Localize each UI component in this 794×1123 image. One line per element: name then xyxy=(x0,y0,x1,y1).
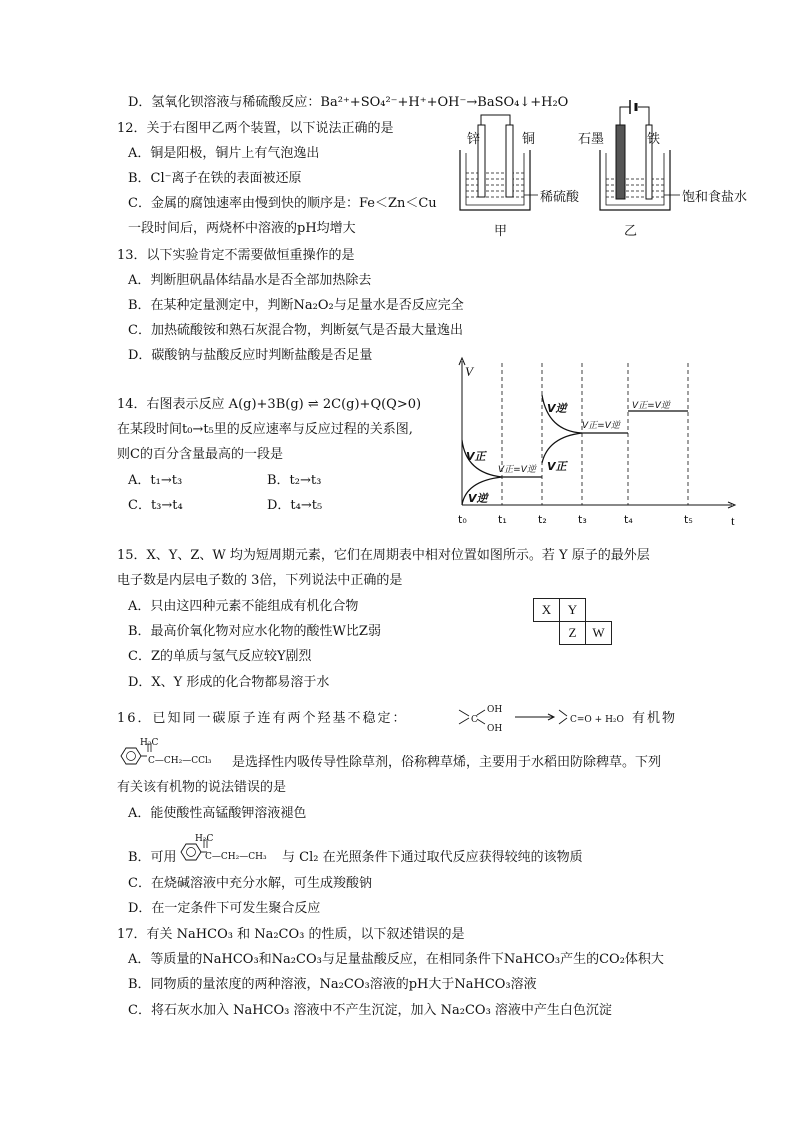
cell-y: Y xyxy=(560,599,586,622)
label-dilute-sulfuric-acid: 稀硫酸 xyxy=(540,190,580,205)
q13-option-d: D．碳酸钠与盐酸反应时判断盐酸是否足量 xyxy=(128,348,373,363)
q15-option-c: C．Z的单质与氢气反应较Y剧烈 xyxy=(128,649,312,664)
q14-option-b: B．t₂→t₃ xyxy=(267,473,322,488)
beaker-yi xyxy=(600,100,670,210)
cell-x: X xyxy=(534,599,560,622)
tick-t3: t₃ xyxy=(578,513,587,526)
tick-t0: t₀ xyxy=(458,513,467,526)
tick-t1: t₁ xyxy=(498,513,507,526)
q14-option-a: A．t₁→t₃ xyxy=(128,473,183,488)
q16-benzene-ring xyxy=(117,744,147,768)
q16-option-b-prefix: B．可用 xyxy=(128,850,177,865)
q13-stem: 13．以下实验肯定不需要做恒重操作的是 xyxy=(117,248,355,263)
label-vzheng-1: V正 xyxy=(466,450,486,463)
cell-z: Z xyxy=(560,622,586,645)
q16-stem-2: 是选择性内吸传导性除草剂，俗称稗草烯，主要用于水稻田防除稗草。下列 xyxy=(232,755,662,770)
label-iron: 铁 xyxy=(647,132,661,147)
q12-option-a: A．铜是阳极，铜片上有气泡逸出 xyxy=(128,146,320,161)
q16-optb-struct: C—CH₂—CH₃ xyxy=(205,852,267,862)
q11-option-d: D．氢氧化钡溶液与稀硫酸反应：Ba²⁺+SO₄²⁻+H⁺+OH⁻→BaSO₄↓+H₂O xyxy=(128,95,569,110)
q16-option-b-suffix: 与 Cl₂ 在光照条件下通过取代反应获得较纯的该物质 xyxy=(282,850,583,865)
label-eq-3: V正=V逆 xyxy=(632,401,670,411)
graph-y-label: V xyxy=(465,364,473,379)
label-vni-2: V逆 xyxy=(547,402,567,415)
caption-yi: 乙 xyxy=(624,224,638,239)
q16-stem-b: 有机物 xyxy=(632,711,678,726)
q17-option-a: A．等质量的NaHCO₃和Na₂CO₃与足量盐酸反应，在相同条件下NaHCO₃产生的CO₂体积大 xyxy=(128,952,664,967)
q14-stem-2: 在某段时间t₀→t₅里的反应速率与反应过程的关系图, xyxy=(117,422,413,437)
q13-option-b: B．在某种定量测定中，判断Na₂O₂与足量水是否反应完全 xyxy=(128,298,464,313)
q16-struct-main: C—CH₂—CCl₃ xyxy=(148,756,212,766)
q14-stem-3: 则C的百分含量最高的一段是 xyxy=(117,447,283,462)
q13-option-a: A．判断胆矾晶体结晶水是否全部加热除去 xyxy=(128,273,372,288)
periodic-table-fragment xyxy=(533,598,612,645)
q16-option-d: D．在一定条件下可发生聚合反应 xyxy=(128,901,321,916)
graph-x-label: t xyxy=(731,513,735,528)
q15-option-d: D．X、Y 形成的化合物都易溶于水 xyxy=(128,675,330,690)
q12-option-b: B．Cl⁻离子在铁的表面被还原 xyxy=(128,171,302,186)
q12-option-c: C．金属的腐蚀速率由慢到快的顺序是：Fe＜Zn＜Cu xyxy=(128,196,437,211)
q16-oh-bottom: OH xyxy=(487,724,503,734)
q15-option-b: B．最高价氧化物对应水化物的酸性W比Z弱 xyxy=(128,624,381,639)
label-vni-1: V逆 xyxy=(468,492,488,505)
q15-stem-2: 电子数是内层电子数的 3倍，下列说法中正确的是 xyxy=(117,573,403,588)
label-graphite: 石墨 xyxy=(578,132,605,147)
q14-option-c: C．t₃→t₄ xyxy=(128,498,183,513)
caption-jia: 甲 xyxy=(494,224,508,239)
q17-option-b: B．同物质的量浓度的两种溶液，Na₂CO₃溶液的pH大于NaHCO₃溶液 xyxy=(128,977,537,992)
q14-option-d: D．t₄→t₅ xyxy=(267,498,323,513)
q14-stem-1: 14．右图表示反应 A(g)+3B(g) ⇌ 2C(g)+Q(Q>0) xyxy=(117,397,422,412)
tick-t2: t₂ xyxy=(538,513,547,526)
q14-rate-graph xyxy=(450,355,750,535)
q16-optb-struct-top: H₂C xyxy=(195,834,214,844)
q17-stem: 17．有关 NaHCO₃ 和 Na₂CO₃ 的性质，以下叙述错误的是 xyxy=(117,927,465,942)
label-saturated-brine: 饱和食盐水 xyxy=(682,190,748,205)
label-copper: 铜 xyxy=(522,132,536,147)
q15-stem-1: 15．X、Y、Z、W 均为短周期元素，它们在周期表中相对位置如图所示。若 Y 原子的最外层 xyxy=(117,548,650,563)
label-eq-2: V正=V逆 xyxy=(582,421,620,431)
q16-stem-a: 16．已知同一碳原子连有两个羟基不稳定： xyxy=(117,711,408,726)
q16-stem-3: 有关该有机物的说法错误的是 xyxy=(117,780,287,795)
label-eq-1: V正=V逆 xyxy=(498,465,536,475)
q12-option-d: 一段时间后，两烧杯中溶液的pH均增大 xyxy=(128,221,356,236)
q16-option-c: C．在烧碱溶液中充分水解，可生成羧酸钠 xyxy=(128,876,372,891)
q16-oh-top: OH xyxy=(487,705,503,715)
q16-diol-c: C xyxy=(471,715,478,725)
q16-option-a: A．能使酸性高锰酸钾溶液褪色 xyxy=(128,806,307,821)
tick-t5: t₅ xyxy=(684,513,693,526)
q16-struct-top: H₂C xyxy=(140,738,159,748)
label-vzheng-2: V正 xyxy=(547,460,567,473)
cell-w: W xyxy=(586,622,612,645)
q16-product: C=O + H₂O xyxy=(570,715,624,725)
q17-option-c: C．将石灰水加入 NaHCO₃ 溶液中不产生沉淀，加入 Na₂CO₃ 溶液中产生白色沉淀 xyxy=(128,1003,612,1018)
q12-stem: 12．关于右图甲乙两个装置，以下说法正确的是 xyxy=(117,121,394,136)
q13-option-c: C．加热硫酸铵和熟石灰混合物，判断氨气是否最大量逸出 xyxy=(128,323,463,338)
q12-apparatus-figure xyxy=(440,95,770,245)
q15-option-a: A．只由这四种元素不能组成有机化合物 xyxy=(128,599,359,614)
label-zinc: 锌 xyxy=(467,132,481,147)
tick-t4: t₄ xyxy=(624,513,633,526)
